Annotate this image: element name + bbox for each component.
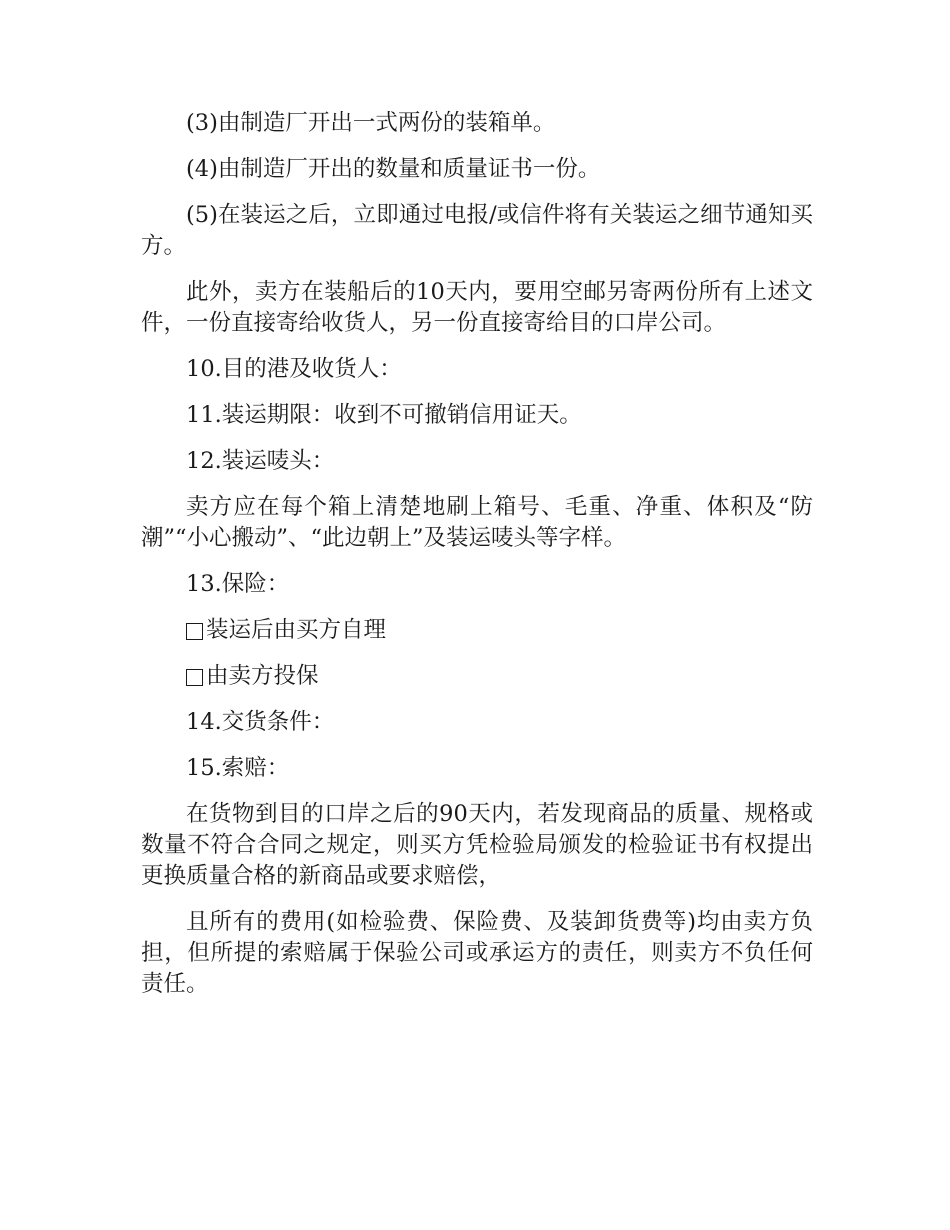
paragraph-marking-instructions: 卖方应在每个箱上清楚地刷上箱号、毛重、净重、体积及“防潮”“小心搬动”、“此边朝上”及装运唛头等字样。 bbox=[141, 494, 813, 551]
document-page bbox=[141, 108, 813, 1015]
insurance-option-buyer[interactable] bbox=[141, 615, 813, 646]
clause-shipping-marks: 12.装运唛头： bbox=[186, 448, 335, 474]
paragraph-quality-certificate: (4)由制造厂开出的数量和质量证书一份。 bbox=[186, 156, 601, 182]
clause-destination-port: 10.目的港及收货人： bbox=[186, 356, 402, 382]
clause-insurance: 13.保险： bbox=[186, 571, 290, 597]
checkbox-icon[interactable] bbox=[186, 623, 203, 640]
paragraph-claims-period: 在货物到目的口岸之后的90天内，若发现商品的质量、规格或数量不符合合同之规定，则买方凭检验局颁发的检验证书有权提出更换质量合格的新商品或要求赔偿， bbox=[141, 801, 813, 889]
insurance-option-seller[interactable] bbox=[141, 661, 813, 692]
paragraph-shipment-notice: (5)在装运之后，立即通过电报/或信件将有关装运之细节通知买方。 bbox=[141, 202, 813, 259]
paragraph-airmail-documents: 此外，卖方在装船后的10天内，要用空邮另寄两份所有上述文件，一份直接寄给收货人，另一份直接寄给目的口岸公司。 bbox=[141, 279, 813, 336]
clause-claims: 15.索赔： bbox=[186, 755, 290, 781]
checkbox-icon[interactable] bbox=[186, 669, 203, 686]
clause-shipment-period: 11.装运期限：收到不可撤销信用证天。 bbox=[186, 402, 582, 428]
paragraph-packing-list: (3)由制造厂开出一式两份的装箱单。 bbox=[186, 110, 556, 136]
clause-delivery-terms: 14.交货条件： bbox=[186, 709, 335, 735]
paragraph-claims-expenses: 且所有的费用(如检验费、保险费、及装卸货费等)均由卖方负担，但所提的索赔属于保验公司或承运方的责任，则卖方不负任何责任。 bbox=[141, 909, 813, 997]
insurance-option-label: 装运后由买方自理 bbox=[206, 617, 387, 643]
insurance-option-label: 由卖方投保 bbox=[206, 663, 319, 689]
